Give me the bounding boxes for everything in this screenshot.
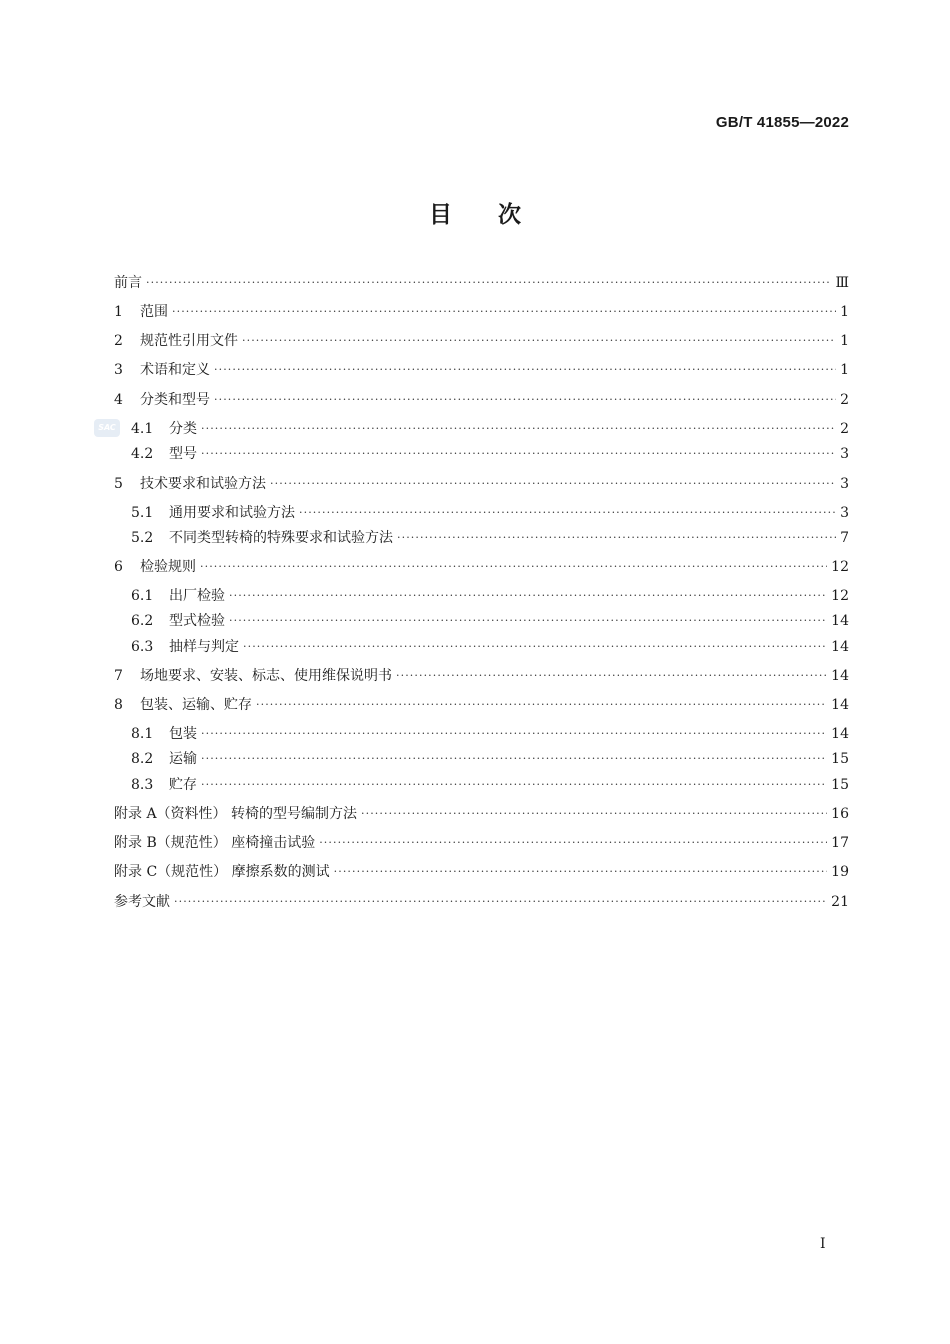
toc-page: 14 [831,668,849,684]
toc-label: 规范性引用文件 [140,333,238,349]
toc-number: 6.3 [131,639,154,655]
toc-entry[interactable] [131,609,849,633]
toc-page: 12 [831,559,849,575]
toc-number: 6.2 [131,613,154,629]
toc-page: 12 [831,588,849,604]
toc-entry[interactable] [131,417,849,441]
page-number: I [820,1236,826,1252]
toc-number: 2 [114,333,123,349]
toc-entry[interactable] [114,664,849,688]
toc-page: 15 [831,751,849,767]
toc-number: 3 [114,362,123,378]
toc-page: 1 [840,333,849,349]
toc-entry[interactable] [131,722,849,746]
toc-entry[interactable] [114,802,849,826]
toc-label: 检验规则 [140,559,196,575]
toc-number: 5.2 [131,530,154,546]
toc-entry[interactable] [114,300,849,324]
standard-code: GB/T 41855—2022 [715,114,849,131]
toc-entry[interactable] [114,860,849,884]
toc-page: 14 [831,639,849,655]
toc-label: 贮存 [169,777,197,793]
toc-label: 附录 A（资料性） 转椅的型号编制方法 [114,806,358,822]
toc-number: 1 [114,304,123,320]
toc-entry[interactable] [114,831,849,855]
toc-entry[interactable] [114,890,849,914]
toc-number: 6 [114,559,123,575]
page-title: 目次 [429,202,567,228]
toc-entry[interactable] [131,635,849,659]
toc-label: 运输 [169,751,197,767]
toc-entry[interactable] [114,271,849,295]
toc-page: 19 [831,864,849,880]
toc-label: 分类和型号 [140,392,210,408]
toc-page: 16 [831,806,849,822]
toc-entry[interactable] [114,555,849,579]
toc-number: 6.1 [131,588,154,604]
toc-label: 附录 C（规范性） 摩擦系数的测试 [114,864,330,880]
toc-entry[interactable] [131,773,849,797]
toc-number: 8.1 [131,726,154,742]
toc-label: 技术要求和试验方法 [140,476,266,492]
toc-page: 2 [840,392,849,408]
toc-label: 通用要求和试验方法 [169,505,295,521]
toc-label: 不同类型转椅的特殊要求和试验方法 [169,530,393,546]
toc-page: 3 [840,446,849,462]
toc-page: 14 [831,726,849,742]
toc-entry[interactable] [114,329,849,353]
toc-page: 15 [831,777,849,793]
toc-label: 型号 [169,446,197,462]
toc-label: 附录 B（规范性） 座椅撞击试验 [114,835,316,851]
toc-number: 4.2 [131,446,154,462]
toc-entry[interactable] [131,747,849,771]
toc-label: 范围 [140,304,168,320]
toc-label: 包装 [169,726,197,742]
toc-entry[interactable] [114,388,849,412]
toc-page: 3 [840,476,849,492]
toc-label: 场地要求、安装、标志、使用维保说明书 [140,668,392,684]
toc-label: 抽样与判定 [169,639,239,655]
toc-entry[interactable] [131,501,849,525]
toc-page: 14 [831,697,849,713]
toc-page: 7 [840,530,849,546]
toc-entry[interactable] [114,472,849,496]
toc-page: 1 [840,304,849,320]
toc-number: 4.1 [131,421,154,437]
toc-page: 21 [831,894,849,910]
sac-watermark-logo: SAC [94,419,120,437]
toc-label: 型式检验 [169,613,225,629]
toc-label: 包装、运输、贮存 [140,697,252,713]
toc-page: 3 [840,505,849,521]
toc-number: 5 [114,476,123,492]
toc-page: 17 [831,835,849,851]
toc-page: 2 [840,421,849,437]
toc-number: 4 [114,392,123,408]
toc-label: 前言 [114,275,142,291]
toc-page: 1 [840,362,849,378]
toc-number: 8 [114,697,123,713]
toc-entry[interactable] [131,526,849,550]
toc-label: 分类 [169,421,197,437]
toc-label: 出厂检验 [169,588,225,604]
toc-page: 14 [831,613,849,629]
toc-entry[interactable] [131,442,849,466]
toc-entry[interactable] [114,693,849,717]
toc-number: 8.3 [131,777,154,793]
toc-number: 8.2 [131,751,154,767]
toc-entry[interactable] [131,584,849,608]
toc-entry[interactable] [114,358,849,382]
toc-page: Ⅲ [835,275,849,291]
toc-label: 参考文献 [114,894,170,910]
toc-number: 7 [114,668,123,684]
toc-label: 术语和定义 [140,362,210,378]
toc-number: 5.1 [131,505,154,521]
